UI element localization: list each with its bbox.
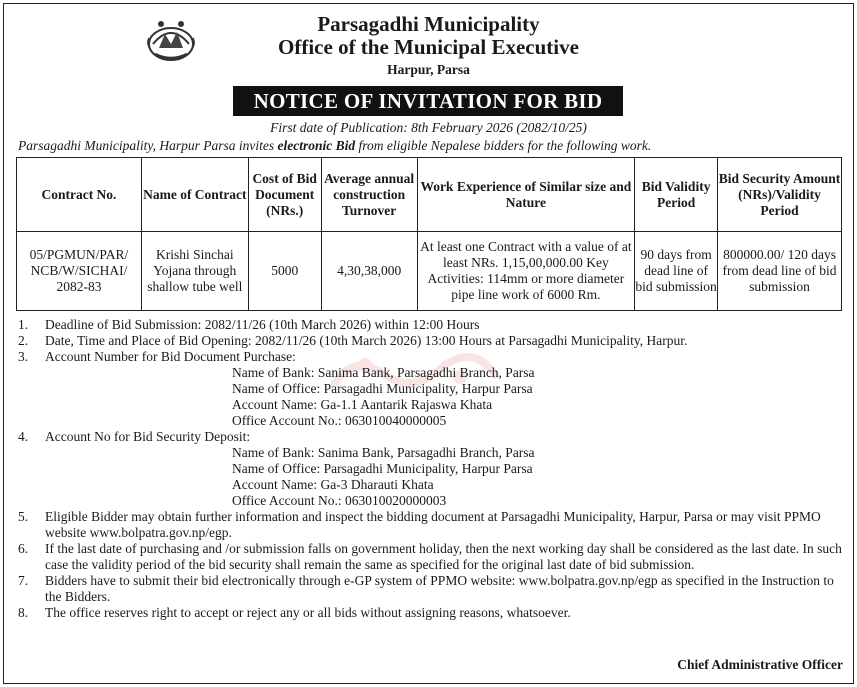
conditions-list: [18, 317, 844, 621]
table-row: [17, 232, 842, 311]
table-header-row: [17, 158, 842, 232]
table-header-cell: Contract No.: [17, 158, 142, 232]
account-detail: Name of Bank: Sanima Bank, Parsagadhi Branch, Parsa: [232, 365, 535, 380]
account-detail: Account Name: Ga-1.1 Aantarik Rajaswa Khata: [232, 397, 493, 412]
list-item: [18, 333, 844, 349]
list-item-number: 8.: [18, 605, 29, 620]
account-detail: Office Account No.: 063010020000003: [232, 493, 447, 508]
account-detail: Name of Office: Parsagadhi Municipality, Harpur Parsa: [232, 461, 533, 476]
table-cell: 5000: [248, 232, 321, 311]
list-item: [18, 541, 844, 573]
table-header-cell: Work Experience of Similar size and Nature: [417, 158, 635, 232]
account-detail: Office Account No.: 063010040000005: [232, 413, 447, 428]
invitation-after: from eligible Nepalese bidders for the following work.: [355, 138, 652, 153]
table-header-cell: Bid Validity Period: [635, 158, 718, 232]
list-item-text: Bidders have to submit their bid electronically through e-GP system of PPMO website: www.bolpatra.gov.np/egp as specified in the Instruction to the Bidders.: [45, 573, 834, 604]
list-item: [18, 317, 844, 333]
signatory-title: Chief Administrative Officer: [677, 657, 843, 672]
account-detail: Account Name: Ga-3 Dharauti Khata: [232, 477, 434, 492]
table-cell: 4,30,38,000: [321, 232, 417, 311]
list-item-number: 7.: [18, 573, 29, 588]
list-item-number: 2.: [18, 333, 29, 348]
list-item: [18, 573, 844, 605]
list-item: [18, 349, 844, 365]
list-item-number: 6.: [18, 541, 29, 556]
list-item: [18, 429, 844, 445]
invitation-before: Parsagadhi Municipality, Harpur Parsa invites: [18, 138, 278, 153]
org-name: Parsagadhi Municipality: [317, 12, 540, 36]
table-cell: Krishi Sinchai Yojana through shallow tube well: [141, 232, 248, 311]
list-item: [18, 509, 844, 541]
table-cell: 05/PGMUN/PAR/ NCB/W/SICHAI/ 2082-83: [17, 232, 142, 311]
bid-table: [16, 157, 842, 311]
table-cell: At least one Contract with a value of at least NRs. 1,15,00,000.00 Key Activities: 114mm or more diameter pipe line work of 6000 Rm.: [417, 232, 635, 311]
account-detail: Name of Office: Parsagadhi Municipality, Harpur Parsa: [232, 381, 533, 396]
list-item-text: Date, Time and Place of Bid Opening: 2082/11/26 (10th March 2026) 13:00 Hours at Parsagadhi Municipality, Harpur.: [45, 333, 688, 348]
invitation-bold: electronic Bid: [277, 138, 356, 153]
table-header-cell: Name of Contract: [141, 158, 248, 232]
list-item-text: Eligible Bidder may obtain further information and inspect the bidding document at Parsagadhi Municipality, Harpur, Parsa or may visit PPMO website www.bolpatra.gov.np/egp.: [45, 509, 821, 540]
list-item-number: 1.: [18, 317, 29, 332]
list-item-text: Deadline of Bid Submission: 2082/11/26 (10th March 2026) within 12:00 Hours: [45, 317, 480, 332]
list-item-text: Account Number for Bid Document Purchase:: [45, 349, 296, 364]
list-item-text: The office reserves right to accept or reject any or all bids without assigning reasons, whatsoever.: [45, 605, 571, 620]
list-item-number: 4.: [18, 429, 29, 444]
notice-title-banner: NOTICE OF INVITATION FOR BID: [233, 86, 623, 116]
table-header-cell: Bid Security Amount (NRs)/Validity Period: [718, 158, 842, 232]
table-header-cell: Average annual construction Turnover: [321, 158, 417, 232]
list-item-number: 3.: [18, 349, 29, 364]
location: Harpur, Parsa: [387, 62, 470, 77]
publication-date: First date of Publication: 8th February 2026 (2082/10/25): [270, 120, 587, 135]
list-item-number: 5.: [18, 509, 29, 524]
table-header-cell: Cost of Bid Document (NRs.): [248, 158, 321, 232]
invitation-text: [18, 138, 651, 154]
account-detail: Name of Bank: Sanima Bank, Parsagadhi Branch, Parsa: [232, 445, 535, 460]
list-item: [18, 605, 844, 621]
table-cell: 800000.00/ 120 days from dead line of bid submission: [718, 232, 842, 311]
list-item-text: Account No for Bid Security Deposit:: [45, 429, 251, 444]
office-name: Office of the Municipal Executive: [278, 35, 579, 59]
table-cell: 90 days from dead line of bid submission: [635, 232, 718, 311]
list-item-text: If the last date of purchasing and /or submission falls on government holiday, then the next working day shall be considered as the last date. In such case the validity period of the bid security shall remain the same as specified for the original last date of bid submission.: [45, 541, 842, 572]
